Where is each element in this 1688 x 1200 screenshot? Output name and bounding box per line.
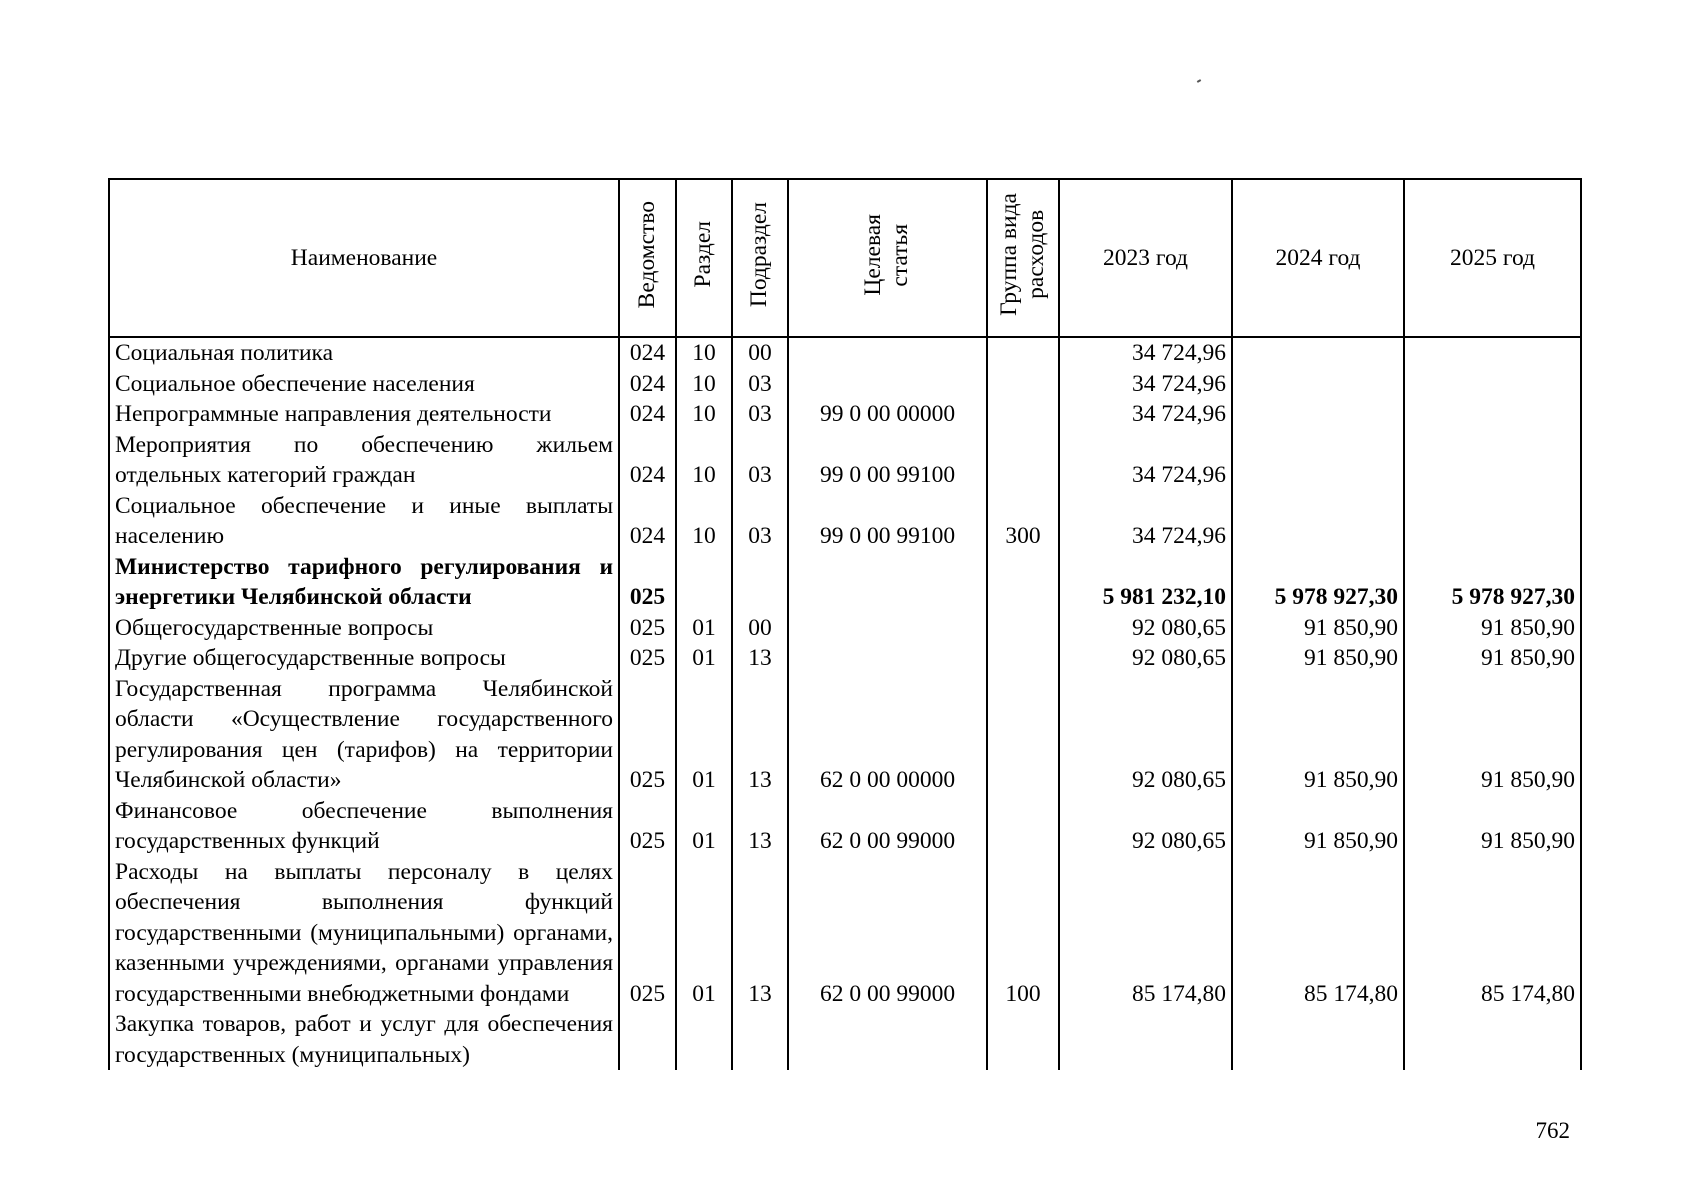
cell-target-article: 99 0 00 99100 <box>788 430 987 491</box>
cell-section: 10 <box>676 399 732 430</box>
cell-amount-2025 <box>1404 369 1581 400</box>
cell-amount-2024 <box>1232 399 1404 430</box>
cell-target-article <box>788 337 987 369</box>
cell-name: Социальное обеспечение населения <box>109 369 619 400</box>
table-row <box>109 430 1581 491</box>
cell-section: 10 <box>676 430 732 491</box>
cell-amount-2025: 91 850,90 <box>1404 674 1581 796</box>
cell-subsection <box>732 1009 788 1070</box>
cell-expense-group <box>987 337 1059 369</box>
cell-department: 025 <box>619 674 676 796</box>
header-name: Наименование <box>109 179 619 337</box>
table-row <box>109 1009 1581 1070</box>
cell-section: 01 <box>676 613 732 644</box>
cell-expense-group <box>987 674 1059 796</box>
cell-amount-2024: 91 850,90 <box>1232 613 1404 644</box>
cell-target-article: 62 0 00 99000 <box>788 796 987 857</box>
cell-amount-2024: 85 174,80 <box>1232 857 1404 1010</box>
cell-subsection: 03 <box>732 491 788 552</box>
scan-speck <box>1197 79 1201 83</box>
cell-name: Министерство тарифного регулирования и энергетики Челябинской области <box>109 552 619 613</box>
cell-expense-group <box>987 613 1059 644</box>
cell-name: Закупка товаров, работ и услуг для обеспечения государственных (муниципальных) <box>109 1009 619 1070</box>
cell-section: 10 <box>676 337 732 369</box>
cell-name: Государственная программа Челябинской области «Осуществление государственного регулирования цен (тарифов) на территории Челябинской области» <box>109 674 619 796</box>
cell-section: 01 <box>676 796 732 857</box>
cell-amount-2025 <box>1404 430 1581 491</box>
cell-amount-2023: 34 724,96 <box>1059 399 1232 430</box>
cell-target-article <box>788 1009 987 1070</box>
cell-expense-group: 300 <box>987 491 1059 552</box>
cell-subsection <box>732 552 788 613</box>
cell-subsection: 03 <box>732 399 788 430</box>
cell-subsection: 13 <box>732 796 788 857</box>
header-2024: 2024 год <box>1232 179 1404 337</box>
cell-department: 025 <box>619 613 676 644</box>
cell-name: Общегосударственные вопросы <box>109 613 619 644</box>
table-row <box>109 643 1581 674</box>
table-row <box>109 491 1581 552</box>
cell-section <box>676 552 732 613</box>
cell-section <box>676 1009 732 1070</box>
header-subsection: Подраздел <box>732 179 788 337</box>
cell-section: 01 <box>676 674 732 796</box>
cell-amount-2023: 34 724,96 <box>1059 491 1232 552</box>
cell-subsection: 13 <box>732 643 788 674</box>
cell-expense-group <box>987 552 1059 613</box>
header-2025: 2025 год <box>1404 179 1581 337</box>
cell-amount-2024: 91 850,90 <box>1232 643 1404 674</box>
cell-amount-2024: 91 850,90 <box>1232 796 1404 857</box>
cell-amount-2025: 91 850,90 <box>1404 796 1581 857</box>
header-target-article: Целевая статья <box>788 179 987 337</box>
cell-amount-2024: 91 850,90 <box>1232 674 1404 796</box>
cell-department: 024 <box>619 430 676 491</box>
cell-amount-2025 <box>1404 399 1581 430</box>
cell-amount-2025 <box>1404 491 1581 552</box>
cell-section: 01 <box>676 643 732 674</box>
cell-target-article <box>788 369 987 400</box>
header-department: Ведомство <box>619 179 676 337</box>
cell-expense-group <box>987 643 1059 674</box>
cell-amount-2023: 92 080,65 <box>1059 796 1232 857</box>
cell-target-article <box>788 613 987 644</box>
cell-amount-2023: 34 724,96 <box>1059 369 1232 400</box>
cell-amount-2023: 34 724,96 <box>1059 430 1232 491</box>
cell-amount-2023: 34 724,96 <box>1059 337 1232 369</box>
cell-amount-2024 <box>1232 369 1404 400</box>
cell-target-article <box>788 552 987 613</box>
cell-name: Непрограммные направления деятельности <box>109 399 619 430</box>
cell-department: 024 <box>619 369 676 400</box>
cell-amount-2023: 5 981 232,10 <box>1059 552 1232 613</box>
cell-amount-2023: 92 080,65 <box>1059 613 1232 644</box>
cell-subsection: 00 <box>732 337 788 369</box>
cell-amount-2024: 5 978 927,30 <box>1232 552 1404 613</box>
cell-section: 10 <box>676 369 732 400</box>
header-section: Раздел <box>676 179 732 337</box>
cell-name: Расходы на выплаты персоналу в целях обеспечения выполнения функций государственными (муниципальными) органами, казенными учреждениями, органами управления государственными внебюджетными фондами <box>109 857 619 1010</box>
cell-amount-2024 <box>1232 337 1404 369</box>
cell-expense-group <box>987 399 1059 430</box>
cell-expense-group: 100 <box>987 857 1059 1010</box>
cell-subsection: 03 <box>732 430 788 491</box>
cell-expense-group <box>987 796 1059 857</box>
cell-amount-2023: 92 080,65 <box>1059 643 1232 674</box>
header-2023: 2023 год <box>1059 179 1232 337</box>
cell-amount-2024 <box>1232 430 1404 491</box>
table-row <box>109 796 1581 857</box>
table-row <box>109 337 1581 369</box>
cell-department: 025 <box>619 552 676 613</box>
cell-amount-2025: 91 850,90 <box>1404 643 1581 674</box>
table-row <box>109 369 1581 400</box>
cell-expense-group <box>987 1009 1059 1070</box>
cell-amount-2023: 92 080,65 <box>1059 674 1232 796</box>
cell-section: 10 <box>676 491 732 552</box>
cell-section: 01 <box>676 857 732 1010</box>
table-row <box>109 399 1581 430</box>
cell-expense-group <box>987 430 1059 491</box>
table-body <box>109 337 1581 1070</box>
table-row <box>109 674 1581 796</box>
cell-department: 025 <box>619 643 676 674</box>
budget-table <box>108 178 1582 1070</box>
table-row <box>109 613 1581 644</box>
page-number: 762 <box>1535 1118 1570 1143</box>
cell-amount-2025: 5 978 927,30 <box>1404 552 1581 613</box>
cell-subsection: 13 <box>732 674 788 796</box>
cell-amount-2025 <box>1404 337 1581 369</box>
cell-name: Финансовое обеспечение выполнения государственных функций <box>109 796 619 857</box>
cell-amount-2023 <box>1059 1009 1232 1070</box>
cell-name: Социальная политика <box>109 337 619 369</box>
cell-target-article: 62 0 00 99000 <box>788 857 987 1010</box>
cell-target-article: 99 0 00 99100 <box>788 491 987 552</box>
cell-department: 024 <box>619 399 676 430</box>
header-row <box>109 179 1581 337</box>
cell-subsection: 13 <box>732 857 788 1010</box>
table-row <box>109 857 1581 1010</box>
cell-department: 025 <box>619 857 676 1010</box>
cell-name: Социальное обеспечение и иные выплаты населению <box>109 491 619 552</box>
header-expense-group: Группа вида расходов <box>987 179 1059 337</box>
cell-amount-2023: 85 174,80 <box>1059 857 1232 1010</box>
cell-amount-2025: 91 850,90 <box>1404 613 1581 644</box>
cell-target-article <box>788 643 987 674</box>
cell-name: Другие общегосударственные вопросы <box>109 643 619 674</box>
cell-amount-2025 <box>1404 1009 1581 1070</box>
cell-target-article: 99 0 00 00000 <box>788 399 987 430</box>
table-header <box>109 179 1581 337</box>
cell-target-article: 62 0 00 00000 <box>788 674 987 796</box>
cell-subsection: 03 <box>732 369 788 400</box>
cell-department: 025 <box>619 796 676 857</box>
cell-department: 024 <box>619 491 676 552</box>
cell-amount-2024 <box>1232 491 1404 552</box>
cell-subsection: 00 <box>732 613 788 644</box>
cell-amount-2024 <box>1232 1009 1404 1070</box>
cell-name: Мероприятия по обеспечению жильем отдельных категорий граждан <box>109 430 619 491</box>
cell-department <box>619 1009 676 1070</box>
cell-expense-group <box>987 369 1059 400</box>
cell-department: 024 <box>619 337 676 369</box>
cell-amount-2025: 85 174,80 <box>1404 857 1581 1010</box>
table-row <box>109 552 1581 613</box>
